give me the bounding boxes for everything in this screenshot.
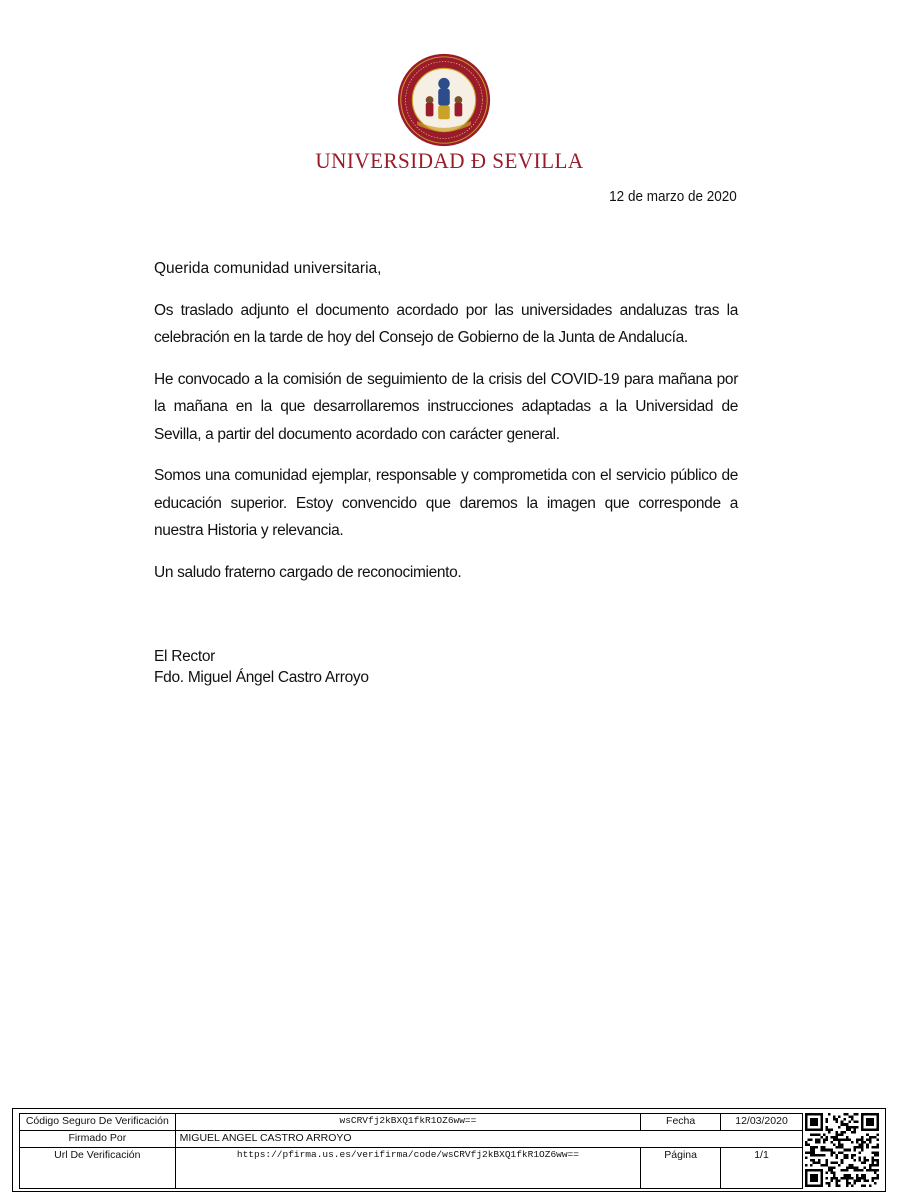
university-name: UNIVERSIDAD Ð SEVILLA — [315, 148, 584, 173]
fecha-value: 12/03/2020 — [721, 1114, 803, 1131]
letter-paragraph: He convocado a la comisión de seguimiento de la crisis del COVID-19 para mañana por la mañana en la que desarrollaremos instrucciones adaptadas a la Universidad de Sevilla, a partir del documento acordado con carácter general. — [154, 370, 738, 443]
letter-greeting: Querida comunidad universitaria, — [154, 260, 382, 277]
url-label: Url De Verificación — [20, 1148, 176, 1189]
qr-code-icon — [805, 1113, 879, 1187]
letter-body — [154, 255, 738, 600]
firmado-value: MIGUEL ANGEL CASTRO ARROYO — [175, 1131, 802, 1148]
university-seal-logo — [396, 52, 492, 148]
signature-name: Fdo. Miguel Ángel Castro Arroyo — [154, 669, 369, 686]
signature-title: El Rector — [154, 648, 216, 665]
firmado-label: Firmado Por — [20, 1131, 176, 1148]
verification-footer — [12, 1108, 886, 1192]
letter-date: 12 de marzo de 2020 — [609, 188, 737, 205]
csv-value: wsCRVfj2kBXQ1fkR1OZ6ww== — [175, 1114, 641, 1131]
letter-paragraph: Somos una comunidad ejemplar, responsable y comprometida con el servicio público de educación superior. Estoy convencido que daremos la imagen que corresponde a nuestra Historia y relevancia. — [154, 467, 738, 539]
verification-table — [19, 1113, 803, 1189]
pagina-value: 1/1 — [721, 1148, 803, 1189]
signature-block — [154, 646, 369, 688]
csv-label: Código Seguro De Verificación — [20, 1114, 176, 1131]
verification-url-link[interactable]: https://pfirma.us.es/verifirma/code/wsCRVfj2kBXQ1fkR1OZ6ww== — [175, 1148, 641, 1189]
pagina-label: Página — [641, 1148, 721, 1189]
letter-paragraph: Os traslado adjunto el documento acordado por las universidades andaluzas tras la celebración en la tarde de hoy del Consejo de Gobierno de la Junta de Andalucía. — [154, 301, 738, 346]
fecha-label: Fecha — [641, 1114, 721, 1131]
letter-paragraph: Un saludo fraterno cargado de reconocimiento. — [154, 563, 462, 581]
